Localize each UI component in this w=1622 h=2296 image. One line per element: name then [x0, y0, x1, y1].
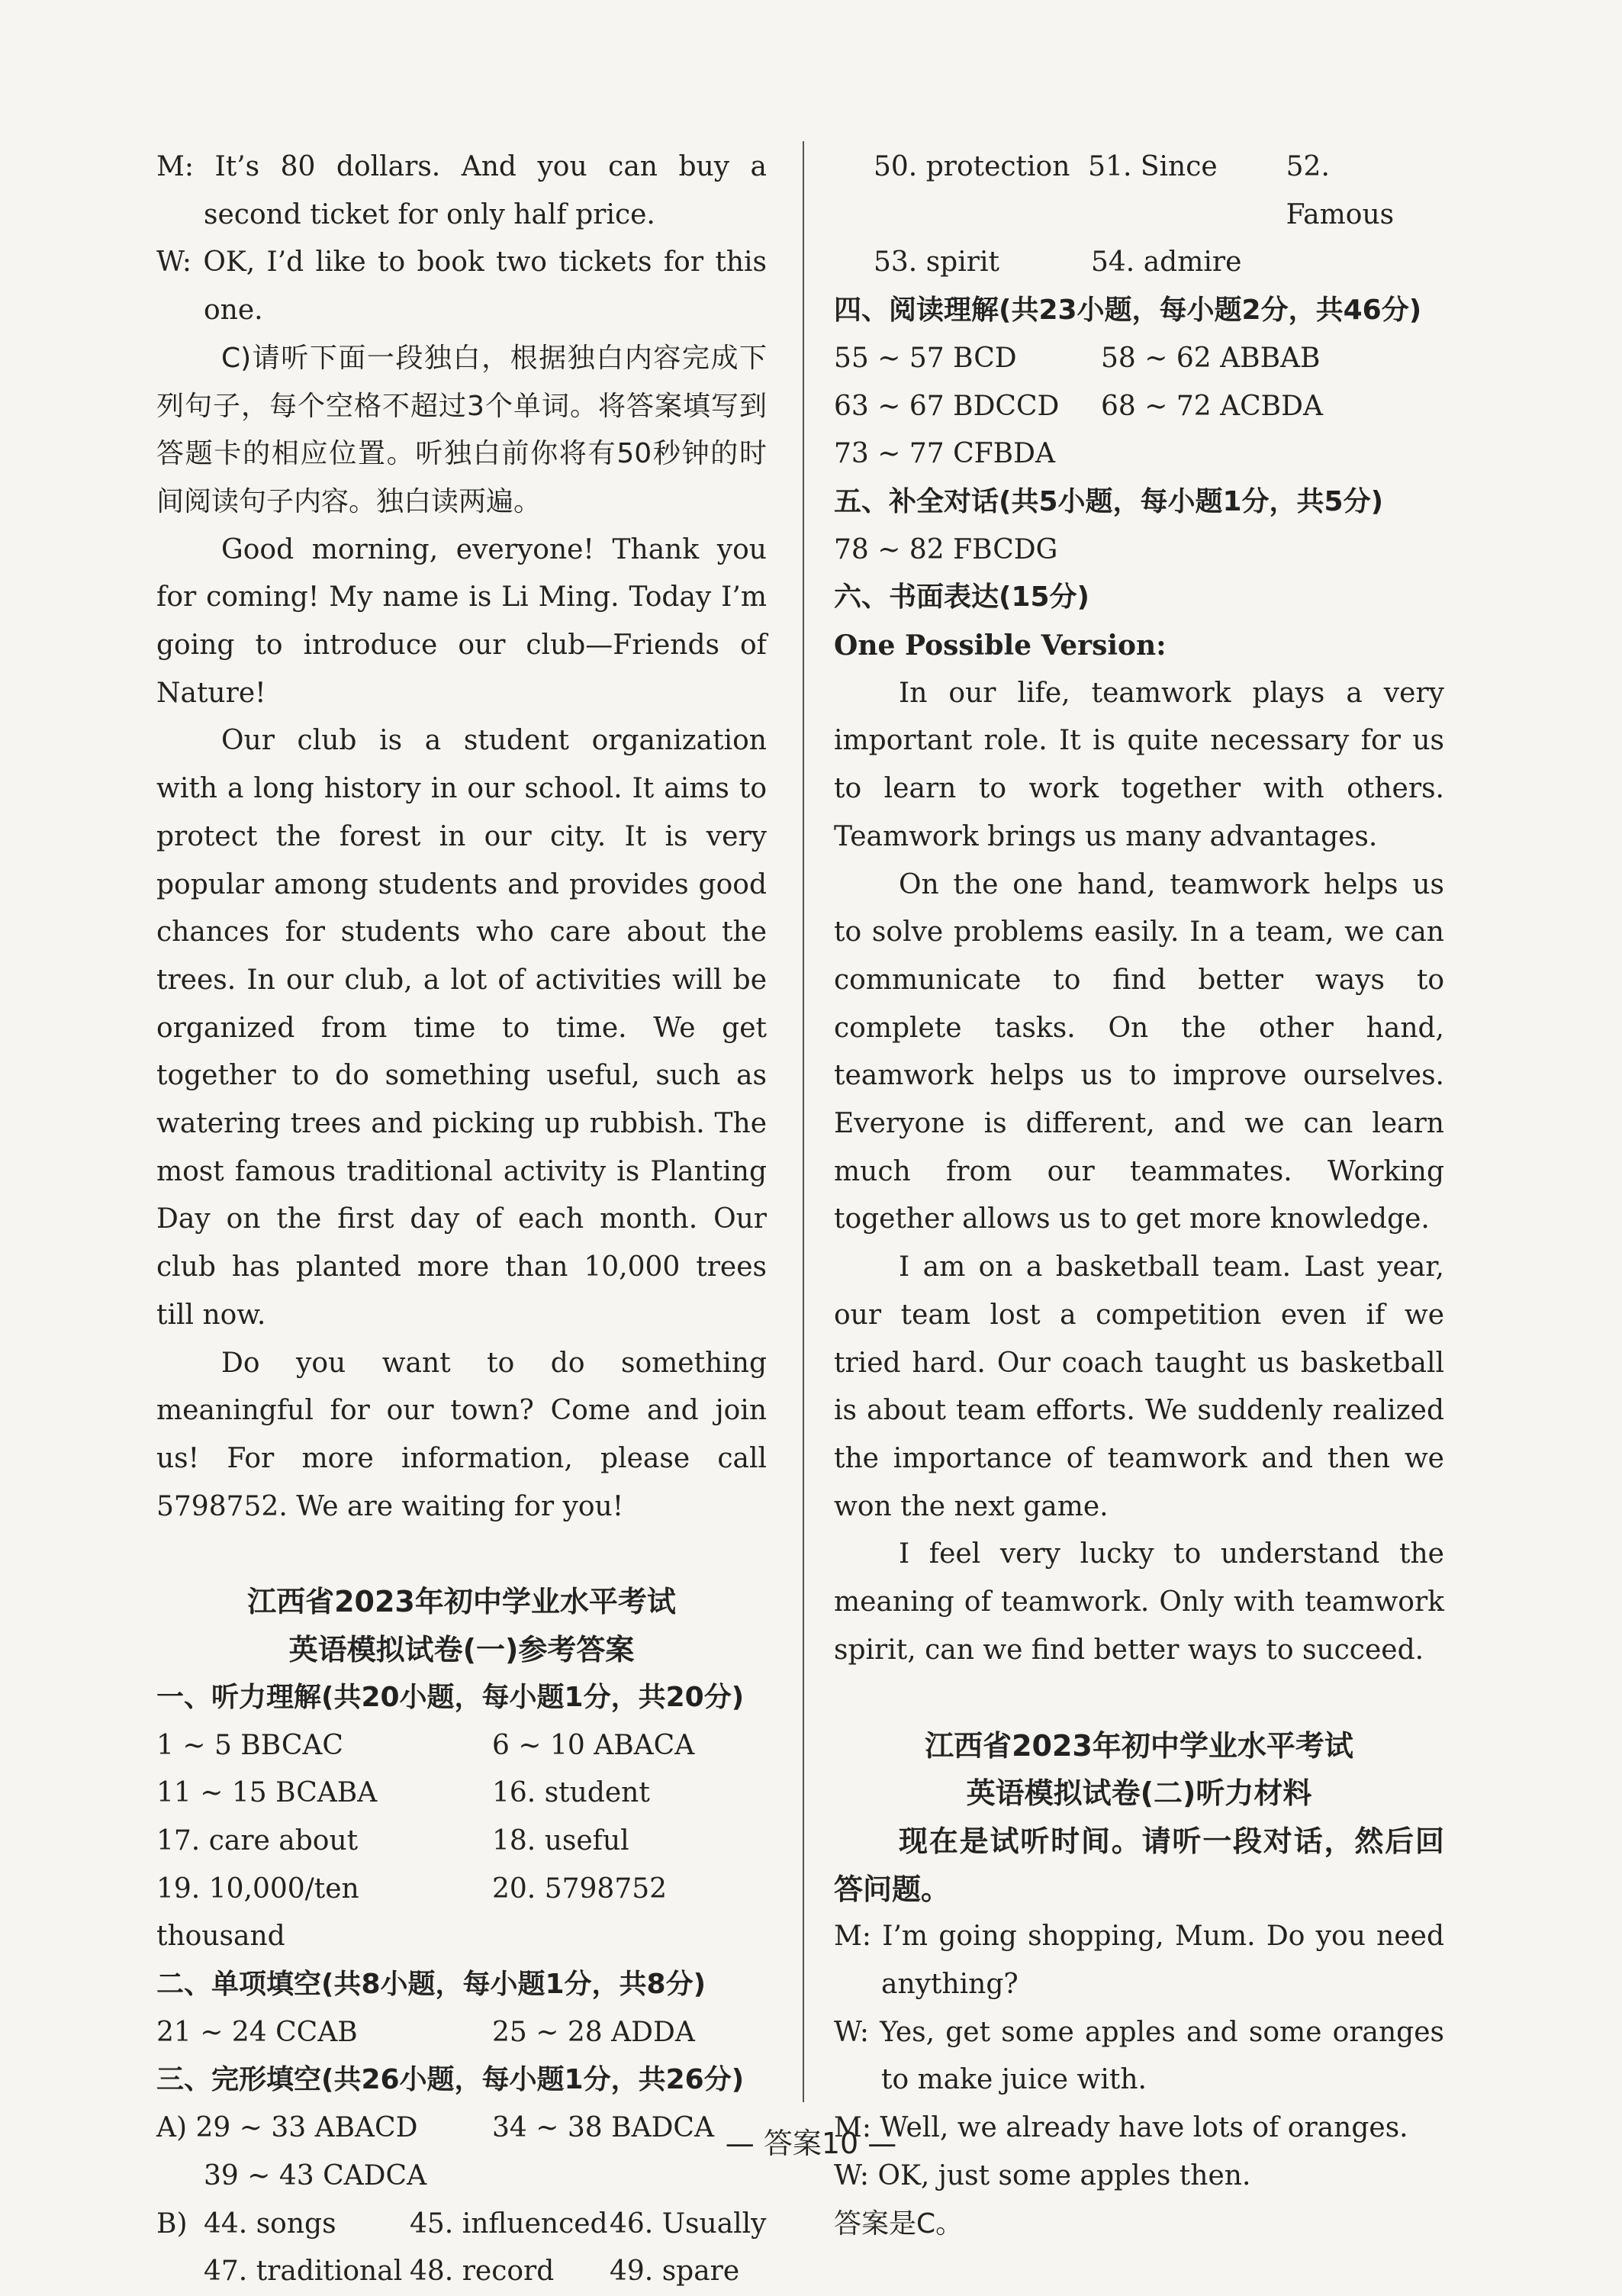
answer-row [156, 1722, 767, 1770]
essay-label: One Possible Version: [834, 630, 1167, 662]
answer: 17. care about [156, 1824, 359, 1856]
answer: 50. protection [874, 151, 1070, 182]
answer-row [834, 430, 1444, 478]
answer: 47. traditional [204, 2256, 403, 2288]
essay-paragraph: On the one hand, teamwork helps us to solve problems easily. In a team, we can communicate to find better ways to complete tasks. On the other hand, teamwork helps us to improve ourselves. Everyone is different, and we can learn much from our teammates. Working together allows us to get more knowledge. [834, 868, 1444, 1235]
answer: 73 ~ 77 CFBDA [834, 438, 1055, 470]
answer: 20. 5798752 [492, 1873, 668, 1905]
section-heading: 二、单项填空(共8小题，每小题1分，共8分) [156, 1969, 706, 2001]
answer-row [156, 2009, 767, 2057]
answer-row [156, 1818, 767, 1866]
answer-row [156, 1769, 767, 1818]
essay-paragraph: In our life, teamwork plays a very important role. It is quite necessary for us to learn to work together with others. Teamwork brings us many advantages. [834, 677, 1444, 852]
exam-subtitle: 英语模拟试卷(二)听力材料 [966, 1776, 1312, 1811]
answer: 1 ~ 5 BBCAC [156, 1729, 343, 1761]
section-heading: 五、补全对话(共5小题，每小题1分，共5分) [834, 485, 1384, 517]
right-column [834, 143, 1444, 2248]
answer: 51. Since [1088, 151, 1218, 182]
answer: 39 ~ 43 CADCA [204, 2159, 427, 2191]
answer: 16. student [492, 1777, 650, 1809]
left-column [156, 143, 767, 2296]
answer: 52. Famous [1286, 151, 1395, 230]
dialogue-line: M: I’m going shopping, Mum. Do you need anything? [834, 1921, 1444, 2001]
exam-title: 江西省2023年初中学业水平考试 [925, 1728, 1353, 1763]
answer: 68 ~ 72 ACBDA [1101, 390, 1323, 422]
answer-row [834, 527, 1444, 575]
answer: 49. spare [610, 2256, 740, 2288]
monologue-paragraph: Do you want to do something meaningful for our town? Come and join us! For more information, please call 5798752. We are waiting for you! [156, 1347, 767, 1522]
section-heading: 六、书面表达(15分) [834, 581, 1090, 613]
answer: 6 ~ 10 ABACA [492, 1729, 695, 1761]
answer: 44. songs [204, 2207, 336, 2240]
essay-paragraph: I am on a basketball team. Last year, our team lost a competition even if we tried hard. Our coach taught us basketball is about team efforts. We suddenly realized the importance of teamwork and then we won the next game. [834, 1251, 1444, 1522]
answer-note: 答案是C。 [834, 2207, 964, 2240]
answer-row [156, 2201, 767, 2249]
answer-row [834, 143, 1444, 239]
answer-row [156, 1866, 767, 1961]
dialogue-line: W: Yes, get some apples and some oranges to make juice with. [834, 2016, 1444, 2096]
monologue-paragraph: Our club is a student organization with a long history in our school. It aims to protect the forest in our city. It is very popular among students and provides good chances for students who care about the trees. In our club, a lot of activities will be organized from time to time. We get together to do something useful, such as watering trees and picking up rubbish. The most famous traditional activity is Planting Day on the first day of each month. Our club has planted more than 10,000 trees till now. [156, 725, 767, 1331]
answer: 48. record [410, 2256, 555, 2288]
exam-subtitle: 英语模拟试卷(一)参考答案 [288, 1633, 635, 1667]
answer: 78 ~ 82 FBCDG [834, 533, 1058, 565]
section-instruction: C)请听下面一段独白，根据独白内容完成下列句子，每个空格不超过3个单词。将答案填写到答题卡的相应位置。听独白前你将有50秒钟的时间阅读句子内容。独白读两遍。 [156, 342, 767, 517]
section-heading: 四、阅读理解(共23小题，每小题2分，共46分) [834, 295, 1422, 327]
answer-row [834, 239, 1444, 287]
answer-row [834, 383, 1444, 431]
dialogue-line: M: Well, we already have lots of oranges. [834, 2112, 1408, 2144]
column-divider [803, 141, 804, 2102]
dialogue-line: W: OK, just some apples then. [834, 2159, 1251, 2191]
answer: 21 ~ 24 CCAB [156, 2016, 358, 2048]
answer: 45. influenced [410, 2207, 608, 2240]
page-footer: — 答案10 — [725, 2127, 897, 2160]
section-heading: 一、听力理解(共20小题，每小题1分，共20分) [156, 1681, 745, 1713]
answer: 55 ~ 57 BCD [834, 342, 1017, 374]
answer: 18. useful [492, 1824, 629, 1856]
answer-row [834, 335, 1444, 383]
essay-paragraph: I feel very lucky to understand the meaning of teamwork. Only with teamwork spirit, can we find better ways to succeed. [834, 1538, 1444, 1666]
exam-title: 江西省2023年初中学业水平考试 [247, 1585, 676, 1619]
dialogue-line: M: It’s 80 dollars. And you can buy a second ticket for only half price. [156, 151, 767, 230]
monologue-paragraph: Good morning, everyone! Thank you for coming! My name is Li Ming. Today I’m going to introduce our club—Friends of Nature! [156, 533, 767, 709]
answer-row [156, 2248, 767, 2296]
answer-label: B) [156, 2207, 188, 2240]
answer: A) 29 ~ 33 ABACD [156, 2112, 418, 2144]
answer: 53. spirit [874, 246, 999, 279]
answer: 34 ~ 38 BADCA [492, 2112, 714, 2144]
answer: 46. Usually [610, 2207, 767, 2240]
section-heading: 三、完形填空(共26小题，每小题1分，共26分) [156, 2064, 745, 2096]
listening-intro: 现在是试听时间。请听一段对话，然后回答问题。 [834, 1824, 1444, 1906]
answer: 63 ~ 67 BDCCD [834, 390, 1060, 422]
answer: 11 ~ 15 BCABA [156, 1777, 378, 1809]
dialogue-line: W: OK, I’d like to book two tickets for this one. [156, 246, 767, 327]
answer: 19. 10,000/ten thousand [156, 1873, 359, 1953]
answer: 58 ~ 62 ABBAB [1101, 342, 1321, 374]
answer: 54. admire [1091, 246, 1242, 279]
answer: 25 ~ 28 ADDA [492, 2016, 695, 2048]
